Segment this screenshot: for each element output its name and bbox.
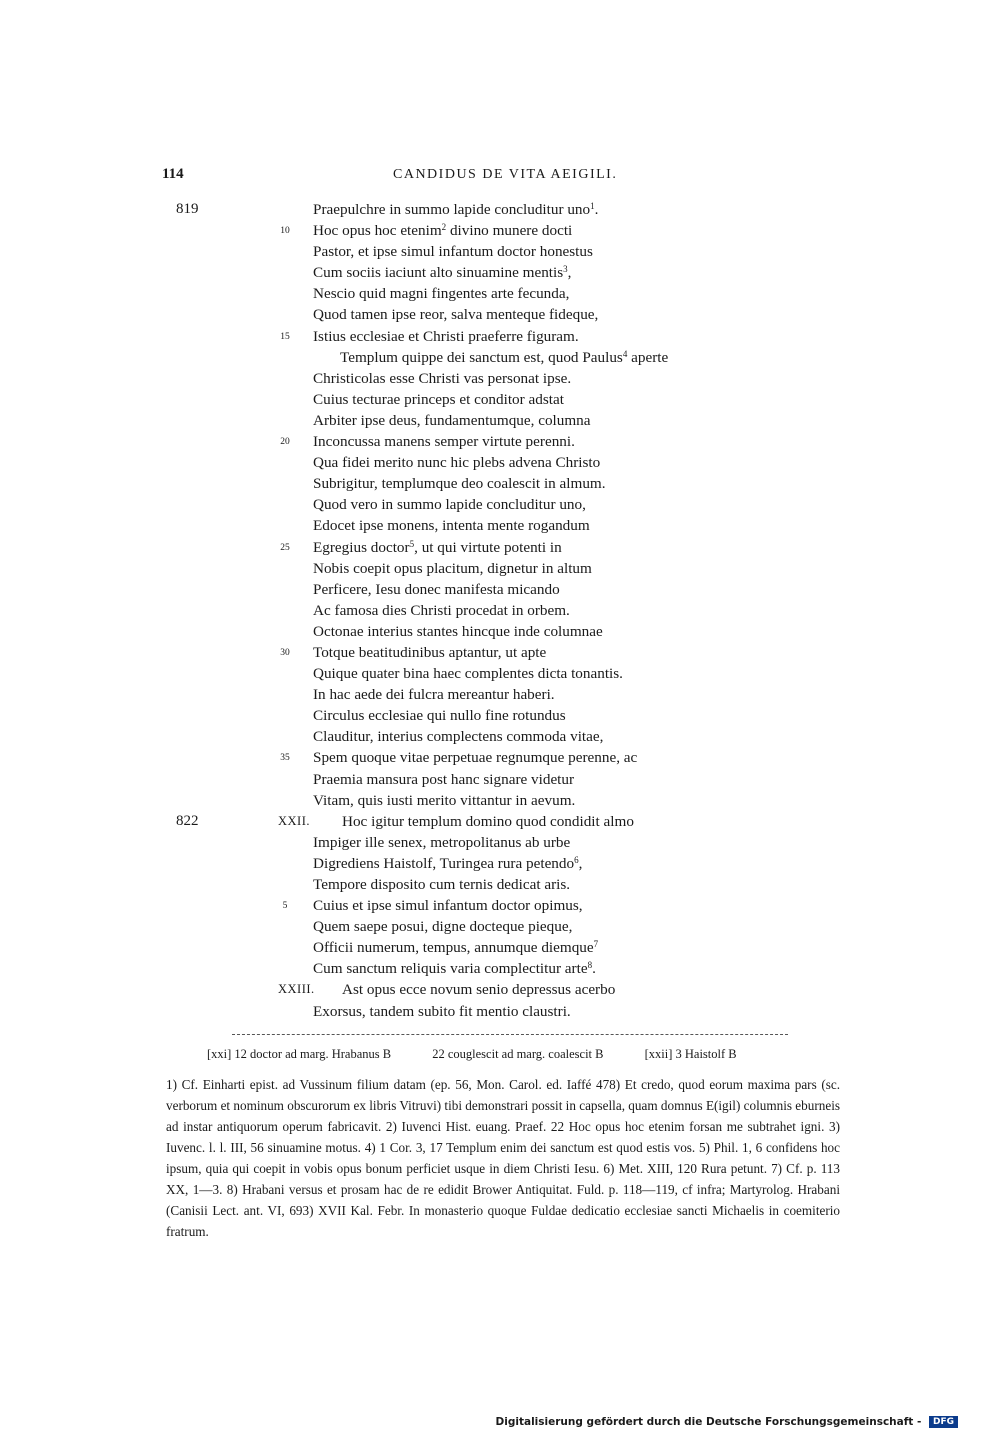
verse-line <box>0 747 1000 768</box>
verse-words-after: divino munere docti <box>446 222 573 240</box>
verse-text <box>313 283 569 304</box>
verse-text <box>313 790 575 811</box>
verse-words: Arbiter ipse deus, fundamentumque, columna <box>313 411 591 429</box>
verse-text <box>340 347 668 368</box>
verse-words: Hoc igitur templum domino quod condidit almo <box>342 812 634 830</box>
apparatus-entry: [xxi] 12 doctor ad marg. Hrabanus B <box>207 1047 392 1061</box>
verse-text <box>313 368 571 389</box>
footnote-marker: 3 <box>563 264 568 275</box>
verse-line <box>0 515 1000 536</box>
verse-words-after: . <box>592 960 596 978</box>
verse-words: Pastor, et ipse simul infantum doctor honestus <box>313 243 593 261</box>
verse-line <box>0 410 1000 431</box>
verse-text <box>313 431 575 452</box>
apparatus-entry: [xxii] 3 Haistolf B <box>644 1047 737 1061</box>
verse-words: Qua fidei merito nunc hic plebs advena Christo <box>313 454 601 472</box>
verse-words: Quique quater bina haec complentes dicta tonantis. <box>313 665 623 683</box>
verse-line <box>0 431 1000 452</box>
verse-text <box>313 537 562 558</box>
verse-words: Vitam, quis iusti merito vittantur in aevum. <box>313 791 576 809</box>
chapter-number: XXII. <box>278 813 311 828</box>
verse-words: Templum quippe dei sanctum est, quod Paulus <box>340 348 623 366</box>
verse-words: Quod vero in summo lapide concluditur uno, <box>313 496 586 514</box>
verse-line <box>0 916 1000 937</box>
verse-words: Quod tamen ipse reor, salva menteque fideque, <box>313 306 599 324</box>
verse-line <box>0 220 1000 241</box>
dfg-logo: DFG <box>929 1416 958 1428</box>
running-title: CANDIDUS DE VITA AEIGILI. <box>393 167 618 182</box>
verse-text <box>313 304 598 325</box>
verse-text <box>313 726 603 747</box>
verse-text <box>313 241 593 262</box>
verse-line <box>0 452 1000 473</box>
verse-line <box>0 642 1000 663</box>
verse-words: Nobis coepit opus placitum, dignetur in altum <box>313 559 592 577</box>
verse-line <box>0 262 1000 283</box>
footnote-marker: 2 <box>441 222 447 233</box>
verse-text <box>313 494 586 515</box>
verse-words: Officii numerum, tempus, annumque diemque <box>313 939 594 957</box>
verse-words: Circulus ecclesiae qui nullo fine rotundus <box>313 707 566 725</box>
verse-line <box>0 494 1000 515</box>
verse-text <box>313 958 596 979</box>
verse-line <box>0 832 1000 853</box>
verse-text <box>313 410 591 431</box>
verse-text <box>313 853 582 874</box>
credit-text: Digitalisierung gefördert durch die Deutsche Forschungsgemeinschaft - <box>495 1416 922 1428</box>
verse-line <box>0 874 1000 895</box>
verse-line <box>0 769 1000 790</box>
verse-text <box>313 220 572 241</box>
verse-text <box>313 389 564 410</box>
verse-text <box>313 874 570 895</box>
verse-line <box>0 304 1000 325</box>
verse-line <box>0 853 1000 874</box>
verse-line <box>0 621 1000 642</box>
footnote-marker: 7 <box>593 939 599 950</box>
margin-year: 822 <box>176 812 199 829</box>
verse-line <box>0 368 1000 389</box>
line-number: 5 <box>282 901 288 912</box>
footnote-marker: 4 <box>622 348 628 359</box>
verse-words: Edocet ipse monens, intenta mente rogandum <box>313 517 590 535</box>
verse-text <box>313 937 598 958</box>
line-number: 25 <box>280 542 290 553</box>
verse-line <box>0 979 1000 1000</box>
verse-line <box>0 537 1000 558</box>
verse-line <box>0 958 1000 979</box>
apparatus-entry: 22 couglescit ad marg. coalescit B <box>432 1047 604 1061</box>
verse-line <box>0 811 1000 832</box>
critical-apparatus <box>207 1047 775 1062</box>
verse-line <box>0 473 1000 494</box>
verse-words: Digrediens Haistolf, Turingea rura petendo <box>313 854 575 872</box>
verse-words: Praepulchre in summo lapide concluditur uno <box>313 201 591 218</box>
verse-line <box>0 1001 1000 1022</box>
verse-words: Exorsus, tandem subito fit mentio claustri. <box>313 1002 571 1020</box>
verse-line <box>0 937 1000 958</box>
verse-line <box>0 283 1000 304</box>
line-number: 35 <box>280 753 290 764</box>
verse-line <box>0 790 1000 811</box>
verse-words: Cuius tecturae princeps et conditor adstat <box>313 390 564 408</box>
verse-line <box>0 600 1000 621</box>
verse-words: Tempore disposito cum ternis dedicat aris. <box>313 876 571 893</box>
verse-line <box>0 895 1000 916</box>
verse-text <box>313 769 574 790</box>
verse-text <box>313 705 566 726</box>
verse-line <box>0 579 1000 600</box>
verse-words-after: , ut qui virtute potenti in <box>414 538 562 556</box>
verse-line <box>0 326 1000 347</box>
verse-words-after: , <box>567 264 572 282</box>
verse-text <box>313 579 560 600</box>
verse-words: Cum sociis iaciunt alto sinuamine mentis <box>313 264 564 282</box>
page-number: 114 <box>162 166 184 182</box>
verse-words: In hac aede dei fulcra mereantur haberi. <box>313 686 555 704</box>
verse-text <box>313 684 555 705</box>
verse-line <box>0 705 1000 726</box>
verse-text <box>313 199 598 220</box>
verse-text <box>342 811 634 832</box>
verse-text <box>313 452 600 473</box>
footnote-text: 1) Cf. Einharti epist. ad Vussinum filium datam (ep. 56, Mon. Carol. ed. Iaffé 478) Et credo, quod eorum maxima pars (sc. verborum et nominum obscurorum ex libris Vitruvi) tibi demonstrari possit in capsella, quam domnus E(igil) columnis eburneis ad instar antiquorum operum fabricavit. 2) Iuvenci Hist. euang. Praef. 22 Hoc opus hoc etenim forsan me subtrahet igni. 3) Iuvenc. l. l. III, 56 sinuamine motus. 4) 1 Cor. 3, 17 Templum enim dei sanctum est quod estis vos. 5) Phil. 1, 6 confidens hoc ipsum, quia qui coepit in vobis opus bonum perficiet usque in diem Christi Iesu. 6) Met. XIII, 120 Rura petunt. 7) Cf. p. 113 XX, 1—3. 8) Hrabani versus et prosam hac de re edidit Brower Antiquitat. Fuld. p. 118—119, cf infra; Martyrolog. Hrabani (Canisii Lect. ant. VI, 693) XVII Kal. Febr. In monasterio quoque Fuldae dedicatio ecclesiae sancti Michaelis in coemiterio fratrum. <box>166 1077 840 1239</box>
verse-words-after: . <box>594 201 599 218</box>
verse-text <box>313 895 583 916</box>
footnotes <box>166 1074 840 1242</box>
verse-text <box>313 1001 571 1022</box>
verse-text <box>313 747 637 768</box>
verse-line <box>0 663 1000 684</box>
verse-line <box>0 347 1000 368</box>
verse-words-after: , <box>578 854 583 872</box>
verse-words: Inconcussa manens semper virtute perenni. <box>313 433 575 451</box>
verse-words: Quem saepe posui, digne docteque pieque, <box>313 918 573 936</box>
verse-words: Impiger ille senex, metropolitanus ab urbe <box>313 833 571 851</box>
verse-words: Istius ecclesiae et Christi praeferre figuram. <box>313 327 579 345</box>
line-number: 10 <box>280 226 290 237</box>
verse-words: Cuius et ipse simul infantum doctor opimus, <box>313 897 583 915</box>
verse-words: Praemia mansura post hanc signare videtur <box>313 770 575 788</box>
verse-text <box>313 262 571 283</box>
verse-text <box>313 600 570 621</box>
verse-text <box>313 473 606 494</box>
verse-words: Totque beatitudinibus aptantur, ut apte <box>313 643 547 661</box>
footnote-marker: 5 <box>409 538 415 549</box>
verse-words: Subrigitur, templumque deo coalescit in almum. <box>313 475 606 493</box>
verse-words: Christicolas esse Christi vas personat ipse. <box>313 369 572 387</box>
verse-line <box>0 389 1000 410</box>
verse-words: Cum sanctum reliquis varia complectitur arte <box>313 960 588 978</box>
footnote-separator <box>232 1034 788 1035</box>
verse-text <box>313 916 572 937</box>
verse-words: Ac famosa dies Christi procedat in orbem. <box>313 601 570 619</box>
verse-words: Nescio quid magni fingentes arte fecunda, <box>313 285 570 303</box>
verse-line <box>0 199 1000 220</box>
verse-words: Spem quoque vitae perpetuae regnumque perenne, ac <box>313 749 638 767</box>
verse-text <box>342 979 615 1000</box>
line-number: 30 <box>280 647 290 658</box>
line-number: 20 <box>280 437 290 448</box>
footnote-marker: 1 <box>590 201 595 211</box>
poem-body <box>0 199 1000 1022</box>
footnote-marker: 8 <box>587 960 593 971</box>
verse-words-after: aperte <box>627 348 669 366</box>
verse-words: Ast opus ecce novum senio depressus acerbo <box>342 981 616 999</box>
digitization-credit <box>496 1416 958 1428</box>
verse-words: Clauditur, interius complectens commoda vitae, <box>313 728 604 746</box>
chapter-number: XXIII. <box>278 982 315 997</box>
verse-words: Hoc opus hoc etenim <box>313 222 442 240</box>
verse-text <box>313 663 623 684</box>
verse-line <box>0 241 1000 262</box>
verse-text <box>313 558 592 579</box>
verse-text <box>313 621 603 642</box>
verse-text <box>313 515 590 536</box>
verse-text <box>313 832 570 853</box>
verse-line <box>0 684 1000 705</box>
verse-words: Egregius doctor <box>313 538 410 556</box>
verse-line <box>0 726 1000 747</box>
footnote-marker: 6 <box>574 854 579 865</box>
verse-text <box>313 326 579 347</box>
verse-words: Perficere, Iesu donec manifesta micando <box>313 580 560 598</box>
verse-text <box>313 642 546 663</box>
margin-year: 819 <box>176 201 199 217</box>
verse-line <box>0 558 1000 579</box>
line-number: 15 <box>280 331 290 342</box>
verse-words: Octonae interius stantes hincque inde columnae <box>313 622 603 640</box>
